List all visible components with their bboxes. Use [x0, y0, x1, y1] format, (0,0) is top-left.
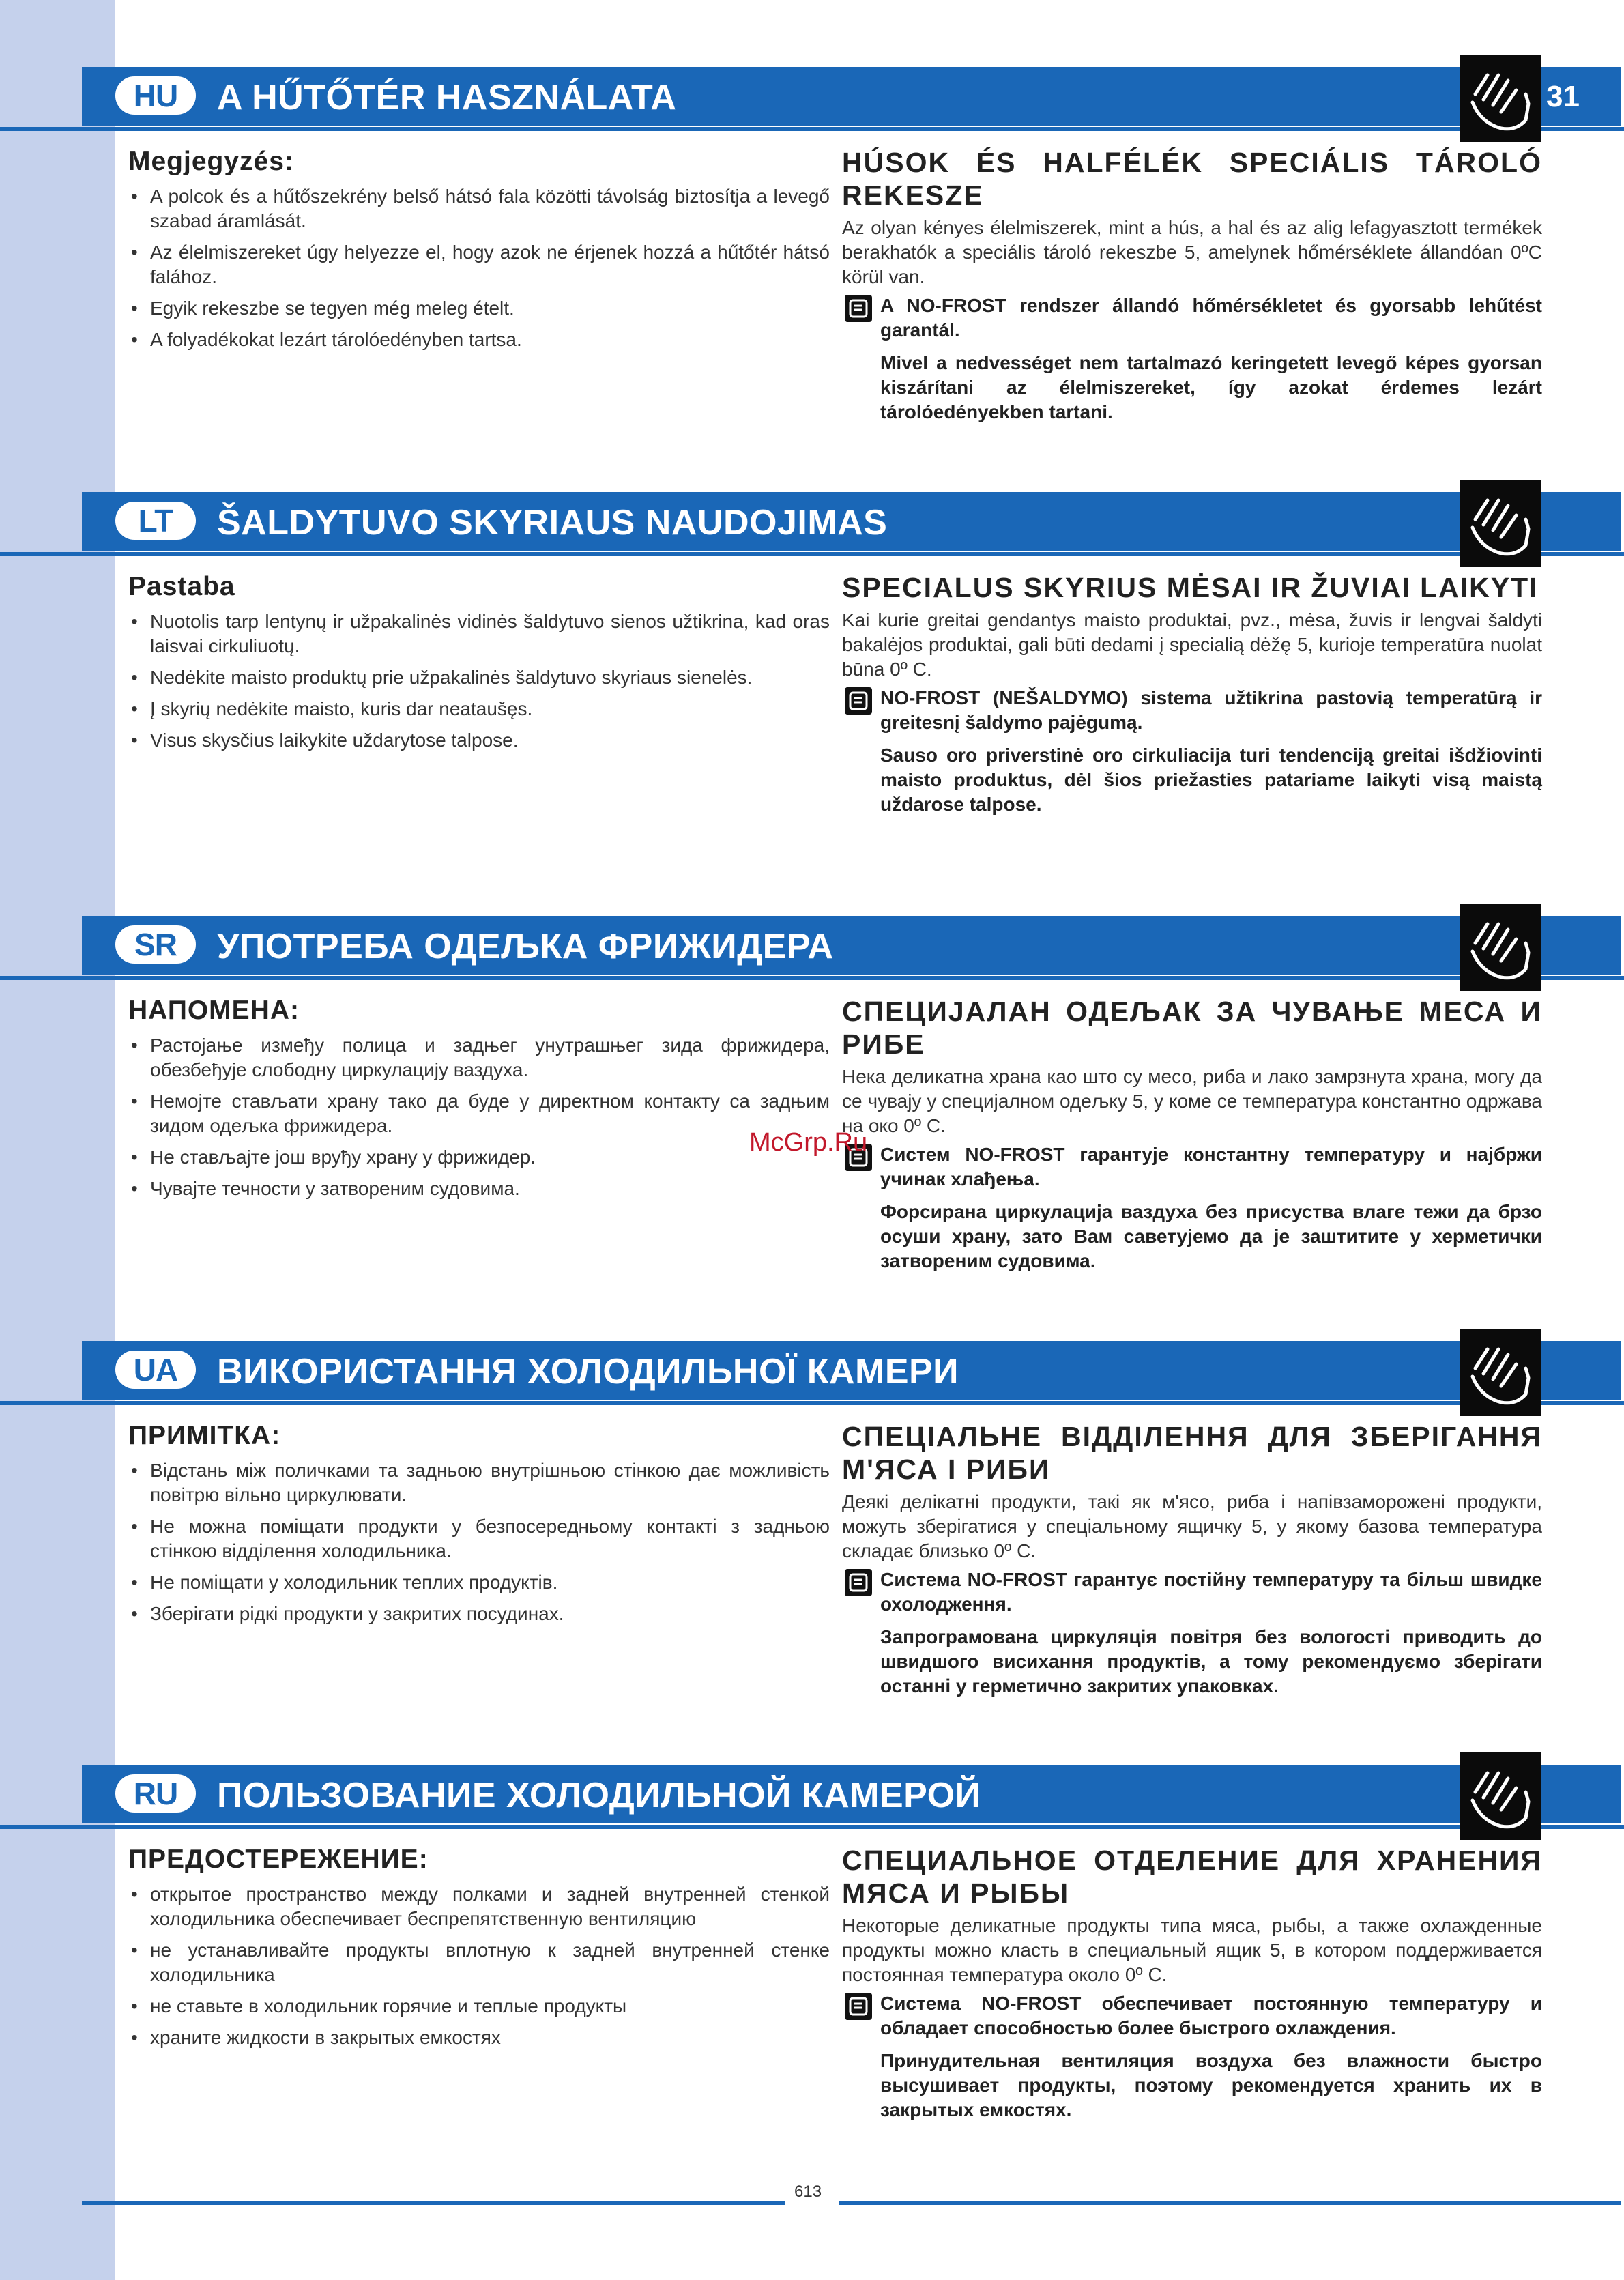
note-paragraph [842, 1991, 1542, 2040]
section-hu [0, 67, 1624, 449]
subsection-body: Az olyan kényes élelmiszerek, mint a hús, a hal és az alig lefagyasztott termékek berakhatók a speciális tároló rekeszbe 5, amelynek hőmérséklete állandóan 0ºC körül van. [842, 217, 1542, 287]
section-title: ВИКОРИСТАННЯ ХОЛОДИЛЬНОЇ КАМЕРИ [217, 1352, 959, 1391]
list-item: • Чувајте течности у затвореним судовима. [128, 1177, 830, 1201]
info-icon [845, 295, 872, 322]
left-column [128, 995, 830, 1208]
list-item: • Відстань між поличками та задньою внутрішньою стінкою дає можливість повітрю вільно циркулювати. [128, 1458, 830, 1507]
hand-icon [1460, 1329, 1541, 1416]
note-heading: ПРЕДОСТЕРЕЖЕНИЕ: [128, 1845, 429, 1874]
list-item: • Egyik rekeszbe se tegyen még meleg ételt. [128, 296, 830, 321]
hand-icon [1460, 55, 1541, 142]
list-item: • не ставьте в холодильник горячие и теплые продукты [128, 1994, 830, 2019]
page-number: 31 [1546, 80, 1580, 113]
hand-icon [1460, 904, 1541, 991]
note-paragraph [842, 686, 1542, 735]
language-badge: SR [113, 923, 198, 966]
list-item: • не устанавливайте продукты вплотную к задней внутренней стенке холодильника [128, 1938, 830, 1987]
section-rule [0, 127, 1624, 131]
right-column [842, 146, 1542, 424]
left-column [128, 1844, 830, 2057]
subsection-heading: СПЕЦИАЛЬНОЕ ОТДЕЛЕНИЕ ДЛЯ ХРАНЕНИЯ МЯСА И РЫБЫ [842, 1845, 1542, 1909]
note-text-secondary: Форсирана циркулација ваздуха без присуства влаге тежи да брзо осуши храну, зато Вам саветујемо да је заштитите у херметички затвореним судовима. [880, 1201, 1542, 1271]
note-heading: Megjegyzés: [128, 147, 294, 176]
language-badge: HU [113, 74, 198, 117]
note-paragraph [842, 293, 1542, 343]
list-item: • Az élelmiszereket úgy helyezze el, hogy azok ne érjenek hozzá a hűtőtér hátsó falához. [128, 240, 830, 289]
section-title: ПОЛЬЗОВАНИЕ ХОЛОДИЛЬНОЙ КАМЕРОЙ [217, 1776, 981, 1815]
section-sr [0, 916, 1624, 1298]
section-title: ŠALDYTUVO SKYRIAUS NAUDOJIMAS [217, 503, 888, 543]
left-column [128, 146, 830, 359]
note-text-secondary: Sauso oro priverstinė oro cirkuliacija turi tendenciją greitai išdžiovinti maisto produktus, dėl šios priežasties patariame laikyti visą maistą uždarose talpose. [880, 745, 1542, 815]
note-text: NO-FROST (NEŠALDYMO) sistema užtikrina pastovią temperatūrą ir greitesnį šaldymo pajėgumą. [880, 687, 1542, 733]
right-column [842, 571, 1542, 817]
footer-page-number: 613 [794, 2182, 822, 2201]
watermark: McGrp.Ru [749, 1128, 868, 1157]
list-item: • A folyadékokat lezárt tárolóedényben tartsa. [128, 328, 830, 352]
left-column [128, 1420, 830, 1633]
right-column [842, 995, 1542, 1273]
note-heading: Pastaba [128, 572, 235, 601]
bullet-list [128, 1882, 830, 2050]
section-rule [0, 1401, 1624, 1405]
language-badge: UA [113, 1348, 198, 1391]
list-item: • Не стављајте још вруђу храну у фрижидер. [128, 1145, 830, 1170]
note-text: A NO-FROST rendszer állandó hőmérsékletet és gyorsabb lehűtést garantál. [880, 295, 1542, 341]
note-text-secondary: Запрограмована циркуляція повітря без вологості приводить до швидшого висихання продуктів, а тому рекомендуємо зберігати останні у герметично закритих упаковках. [880, 1626, 1542, 1697]
right-column [842, 1420, 1542, 1699]
subsection-body: Деякі делікатні продукти, такі як м'ясо, риба і напівзаморожені продукти, можуть зберігатися у спеціальному ящичку 5, у якому базова температура складає близько 0º С. [842, 1491, 1542, 1561]
subsection-heading: SPECIALUS SKYRIUS MĖSAI IR ŽUVIAI LAIKYTI [842, 572, 1539, 603]
footer-rule-left [82, 2201, 785, 2205]
list-item: • открытое пространство между полками и задней внутренней стенкой холодильника обеспечивает беспрепятственную вентиляцию [128, 1882, 830, 1931]
footer-rule-right [839, 2201, 1621, 2205]
list-item: • Не можна поміщати продукти у безпосередньому контакті з задньою стінкою відділення холодильника. [128, 1514, 830, 1563]
note-heading: ПРИМІТКА: [128, 1421, 281, 1450]
list-item: • Растојање између полица и задњег унутрашњег зида фрижидера, обезбеђује слободну циркулацију ваздуха. [128, 1033, 830, 1082]
note-heading: НАПОМЕНА: [128, 996, 300, 1025]
section-rule [0, 552, 1624, 556]
subsection-heading: СПЕЦИЈАЛАН ОДЕЉАК ЗА ЧУВАЊЕ МЕСА И РИБЕ [842, 996, 1542, 1060]
subsection-body: Kai kurie greitai gendantys maisto produktai, pvz., mėsa, žuvis ir lengvai šaldyti bakalėjos produktai, gali būti dedami į specialią dėžę 5, kurioje temperatūra nuolat būna 0º C. [842, 609, 1542, 680]
section-title: УПОТРЕБА ОДЕЉКА ФРИЖИДЕРА [217, 927, 834, 966]
info-icon [845, 687, 872, 715]
list-item: • Не поміщати у холодильник теплих продуктів. [128, 1570, 830, 1595]
hand-icon [1460, 1752, 1541, 1840]
note-text-secondary: Mivel a nedvességet nem tartalmazó keringetett levegő képes gyorsan kiszárítani az élelmiszereket, így azokat érdemes lezárt tárolóedényekben tartani. [880, 352, 1542, 422]
language-badge: LT [113, 500, 198, 542]
left-column [128, 571, 830, 760]
note-text: Система NO-FROST гарантує постійну температуру та більш швидке охолодження. [880, 1569, 1542, 1615]
bullet-list [128, 1458, 830, 1626]
subsection-body: Некоторые деликатные продукты типа мяса, рыбы, а также охлажденные продукты можно класть в специальный ящик 5, в котором поддерживается постоянная температура около 0º С. [842, 1915, 1542, 1985]
list-item: • A polcok és a hűtőszekrény belső hátsó fala közötti távolság biztosítja a levegő szabad áramlását. [128, 184, 830, 233]
info-icon [845, 1993, 872, 2020]
info-icon [845, 1569, 872, 1596]
subsection-heading: СПЕЦІАЛЬНЕ ВІДДІЛЕННЯ ДЛЯ ЗБЕРІГАННЯ М'ЯСА І РИБИ [842, 1421, 1542, 1485]
list-item: • Зберігати рідкі продукти у закритих посудинах. [128, 1602, 830, 1626]
subsection-heading: HÚSOK ÉS HALFÉLÉK SPECIÁLIS TÁROLÓ REKESZE [842, 147, 1542, 211]
section-ua [0, 1341, 1624, 1723]
note-text-secondary: Принудительная вентиляция воздуха без влажности быстро высушивает продукты, поэтому рекомендуется хранить их в закрытых емкостях. [880, 2050, 1542, 2120]
list-item: • Visus skysčius laikykite uždarytose talpose. [128, 728, 830, 753]
section-rule [0, 976, 1624, 980]
list-item: • Nuotolis tarp lentynų ir užpakalinės vidinės šaldytuvo sienos užtikrina, kad oras laisvai cirkuliuotų. [128, 609, 830, 659]
section-title: A HŰTŐTÉR HASZNÁLATA [217, 78, 677, 117]
note-paragraph [842, 1142, 1542, 1192]
note-text: Система NO-FROST обеспечивает постоянную температуру и обладает способностью более быстрого охлаждения. [880, 1993, 1542, 2038]
subsection-body: Нека деликатна храна као што су месо, риба и лако замрзнута храна, могу да се чувају у специјалном одељку 5, у коме се температура константно одржава на око 0º C. [842, 1066, 1542, 1136]
list-item: • Nedėkite maisto produktų prie užpakalinės šaldytuvo skyriaus sienelės. [128, 665, 830, 690]
list-item: • Į skyrių nedėkite maisto, kuris dar neataušęs. [128, 697, 830, 721]
right-column [842, 1844, 1542, 2122]
hand-icon [1460, 480, 1541, 567]
list-item: • Немојте стављати храну тако да буде у директном контакту са задњим зидом одељка фрижидера. [128, 1089, 830, 1138]
bullet-list [128, 1033, 830, 1201]
note-paragraph [842, 1568, 1542, 1617]
list-item: • храните жидкости в закрытых емкостях [128, 2025, 830, 2050]
bullet-list [128, 184, 830, 352]
language-badge: RU [113, 1772, 198, 1815]
section-lt [0, 492, 1624, 874]
section-ru [0, 1765, 1624, 2147]
section-rule [0, 1825, 1624, 1829]
bullet-list [128, 609, 830, 753]
note-text: Систем NO-FROST гарантује константну температуру и најбржи учинак хлађења. [880, 1144, 1542, 1189]
